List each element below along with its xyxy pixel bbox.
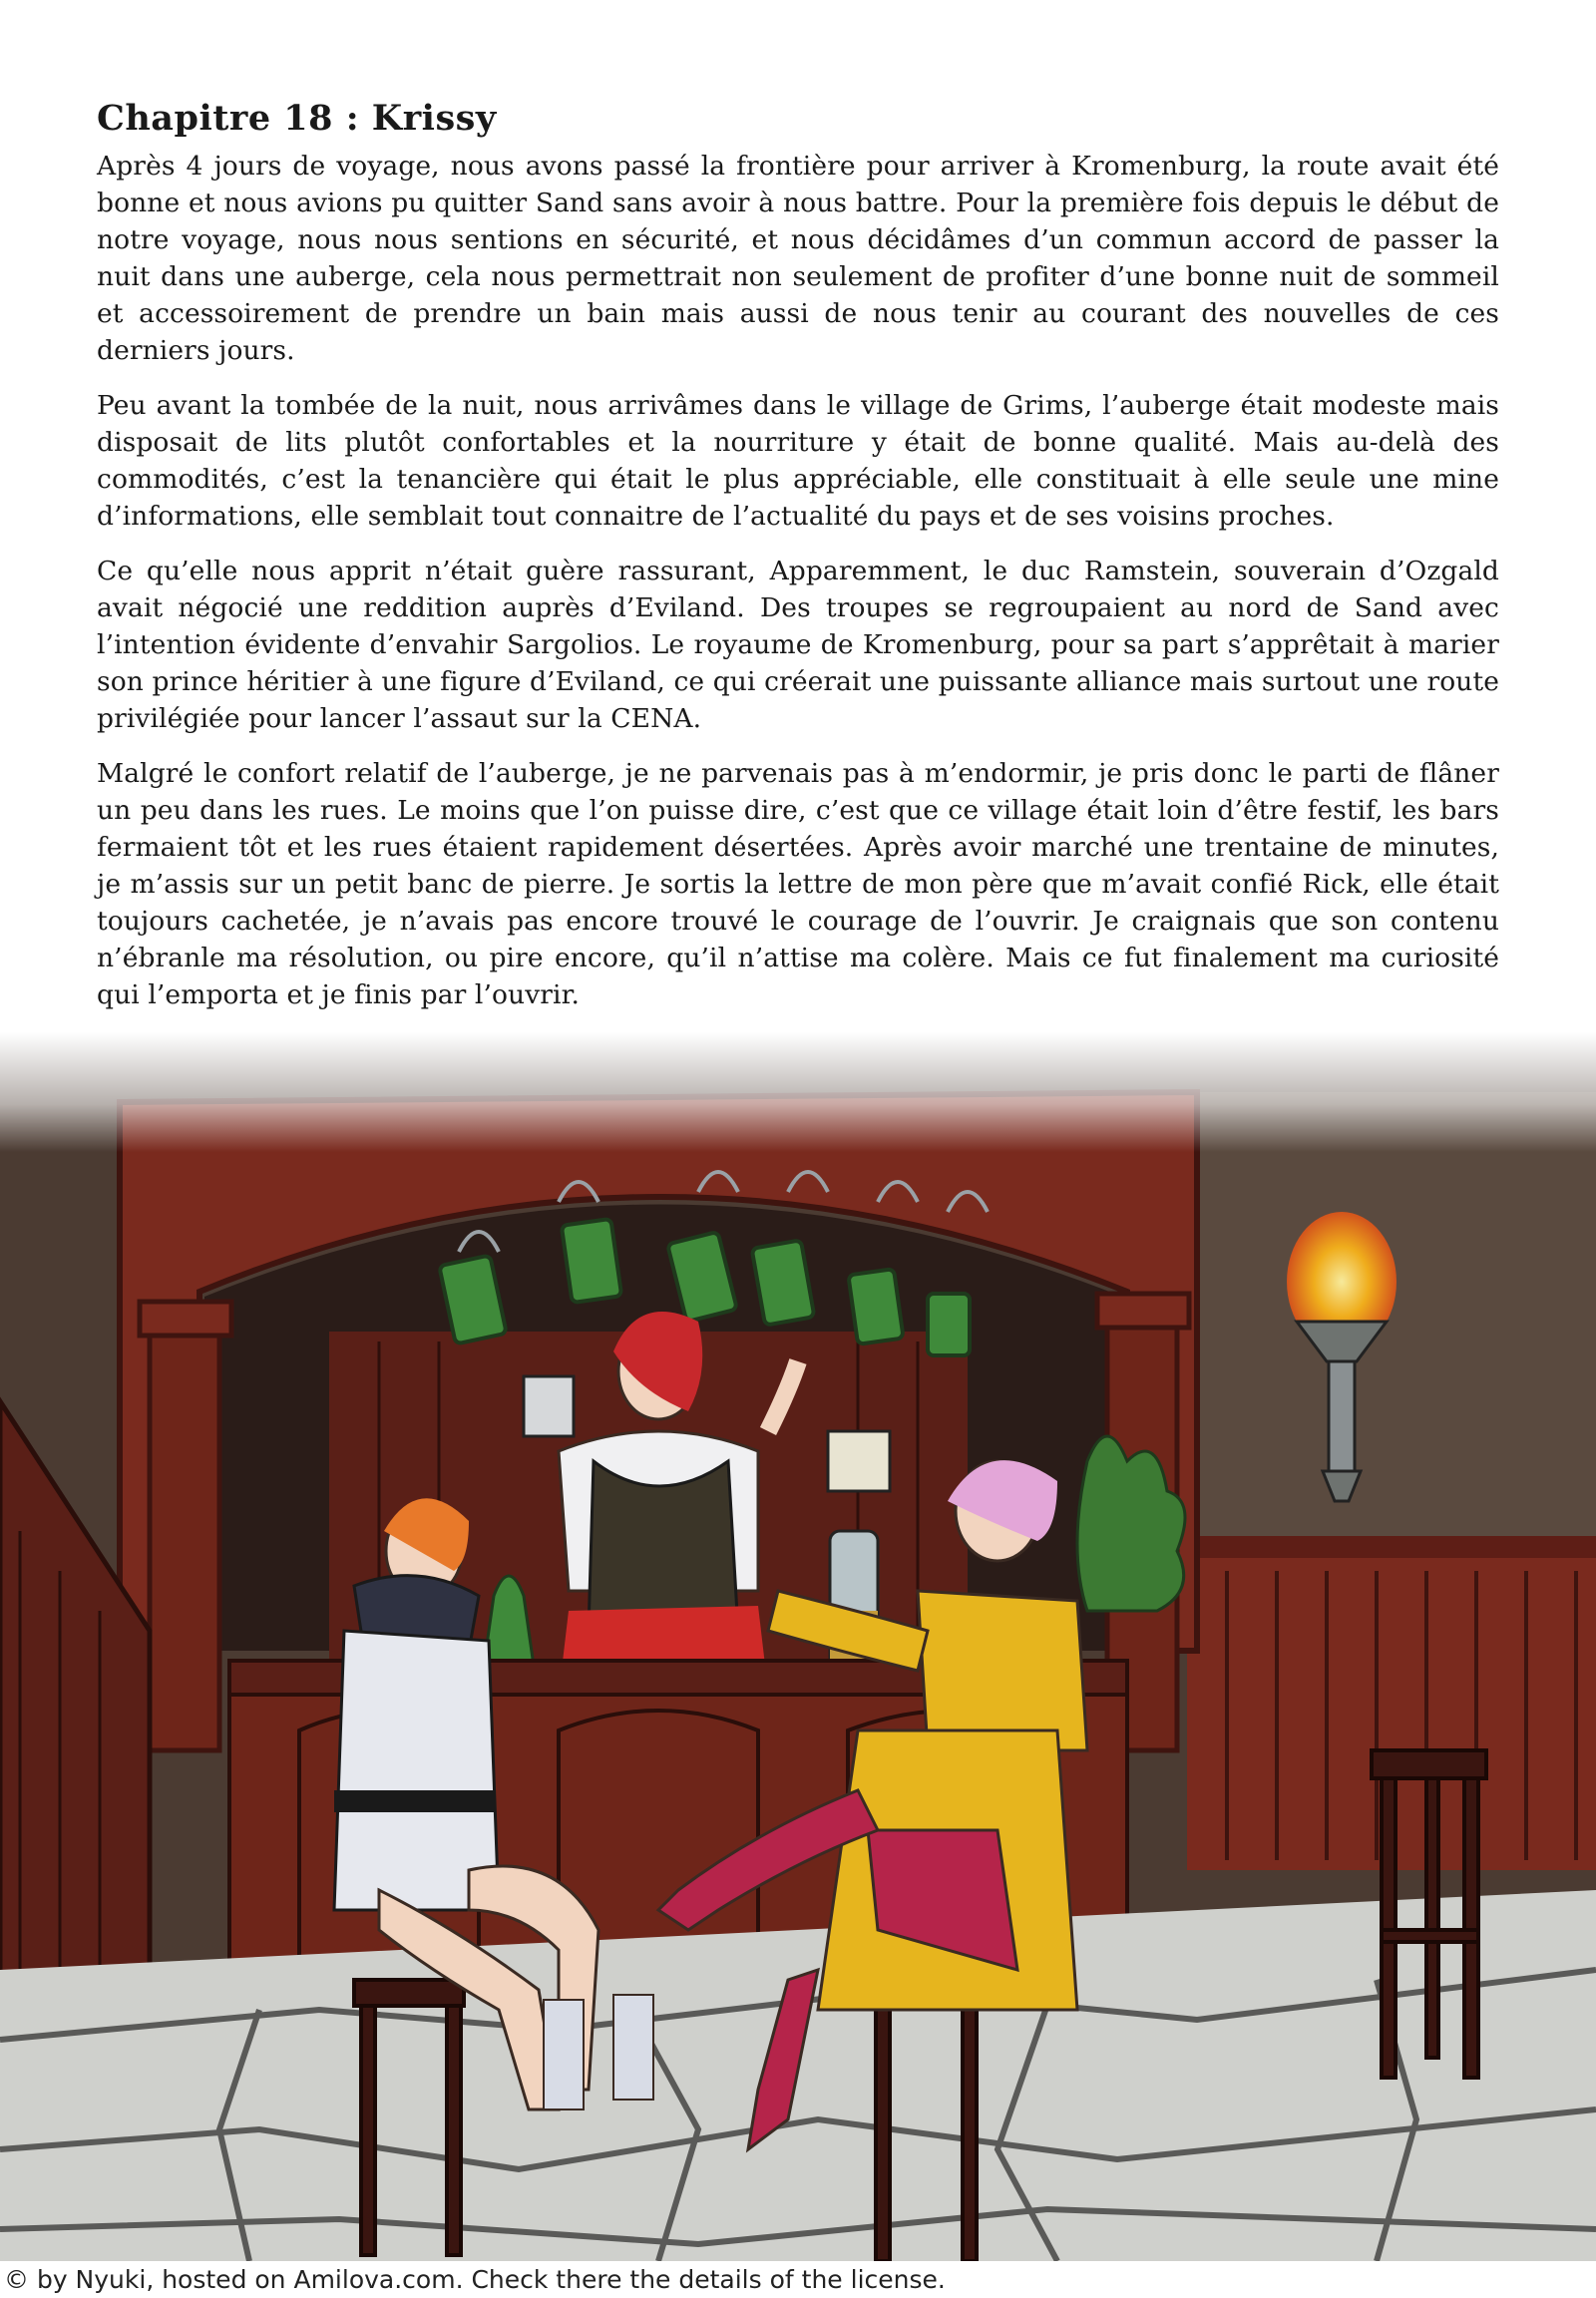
- bar-stool-right: [1372, 1750, 1486, 2078]
- tavern-illustration: [0, 1032, 1596, 2261]
- left-pillar: [150, 1332, 219, 1750]
- paragraph-1: Après 4 jours de voyage, nous avons passé la frontière pour arriver à Kromenburg, la route avait été bonne et nous avions pu quitter Sand sans avoir à nous battre. Pour la première fois depuis le début de notre voyage, nous nous sentions en sécurité, et nous décidâmes d’un commun accord de passer la nuit dans une auberge, cela nous permettrait non seulement de profiter d’une bonne nuit de sommeil et accessoirement de prendre un bain mais aussi de nous tenir au courant des nouvelles de ces derniers jours.: [97, 151, 1499, 366]
- paragraph-2: Peu avant la tombée de la nuit, nous arrivâmes dans le village de Grims, l’auberge était modeste mais disposait de lits plutôt confortables et la nourriture y était de bonne qualité. Mais au-delà des commodités, c’est la tenancière qui était le plus appréciable, elle constituait à elle seule une mine d’informations, elle semblait tout connaitre de l’actualité du pays et de ses voisins proches.: [97, 390, 1499, 532]
- paragraph-4: Malgré le confort relatif de l’auberge, je ne parvenais pas à m’endormir, je pris donc le parti de flâner un peu dans les rues. Le moins que l’on puisse dire, c’est que ce village était loin d’être festif, les bars fermaient tôt et les rues étaient rapidement désertées. Après avoir marché une trentaine de minutes, je m’assis sur un petit banc de pierre. Je sortis la lettre de mon père que m’avait confié Rick, elle était toujours cachetée, je n’avais pas encore trouvé le courage de l’ouvrir. Je craignais que son contenu n’ébranle ma résolution, ou pire encore, qu’il n’attise ma colère. Mais ce fut finalement ma curiosité qui l’emporta et je finis par l’ouvrir.: [97, 758, 1499, 1010]
- chapter-title: Chapitre 18 : Krissy: [97, 98, 497, 139]
- copyright-credit: © by Nyuki, hosted on Amilova.com. Check there the details of the license.: [4, 2265, 946, 2294]
- paragraph-3: Ce qu’elle nous apprit n’était guère rassurant, Apparemment, le duc Ramstein, souverain d’Ozgald avait négocié une reddition auprès d’Eviland. Des troupes se regroupaient au nord de Sand avec l’intention évidente d’envahir Sargolios. Le royaume de Kromenburg, pour sa part s’apprêtait à marier son prince héritier à une figure d’Eviland, ce qui créerait une puissante alliance mais surtout une route privilégiée pour lancer l’assaut sur la CENA.: [97, 556, 1499, 734]
- chapter-text: [97, 96, 1499, 1031]
